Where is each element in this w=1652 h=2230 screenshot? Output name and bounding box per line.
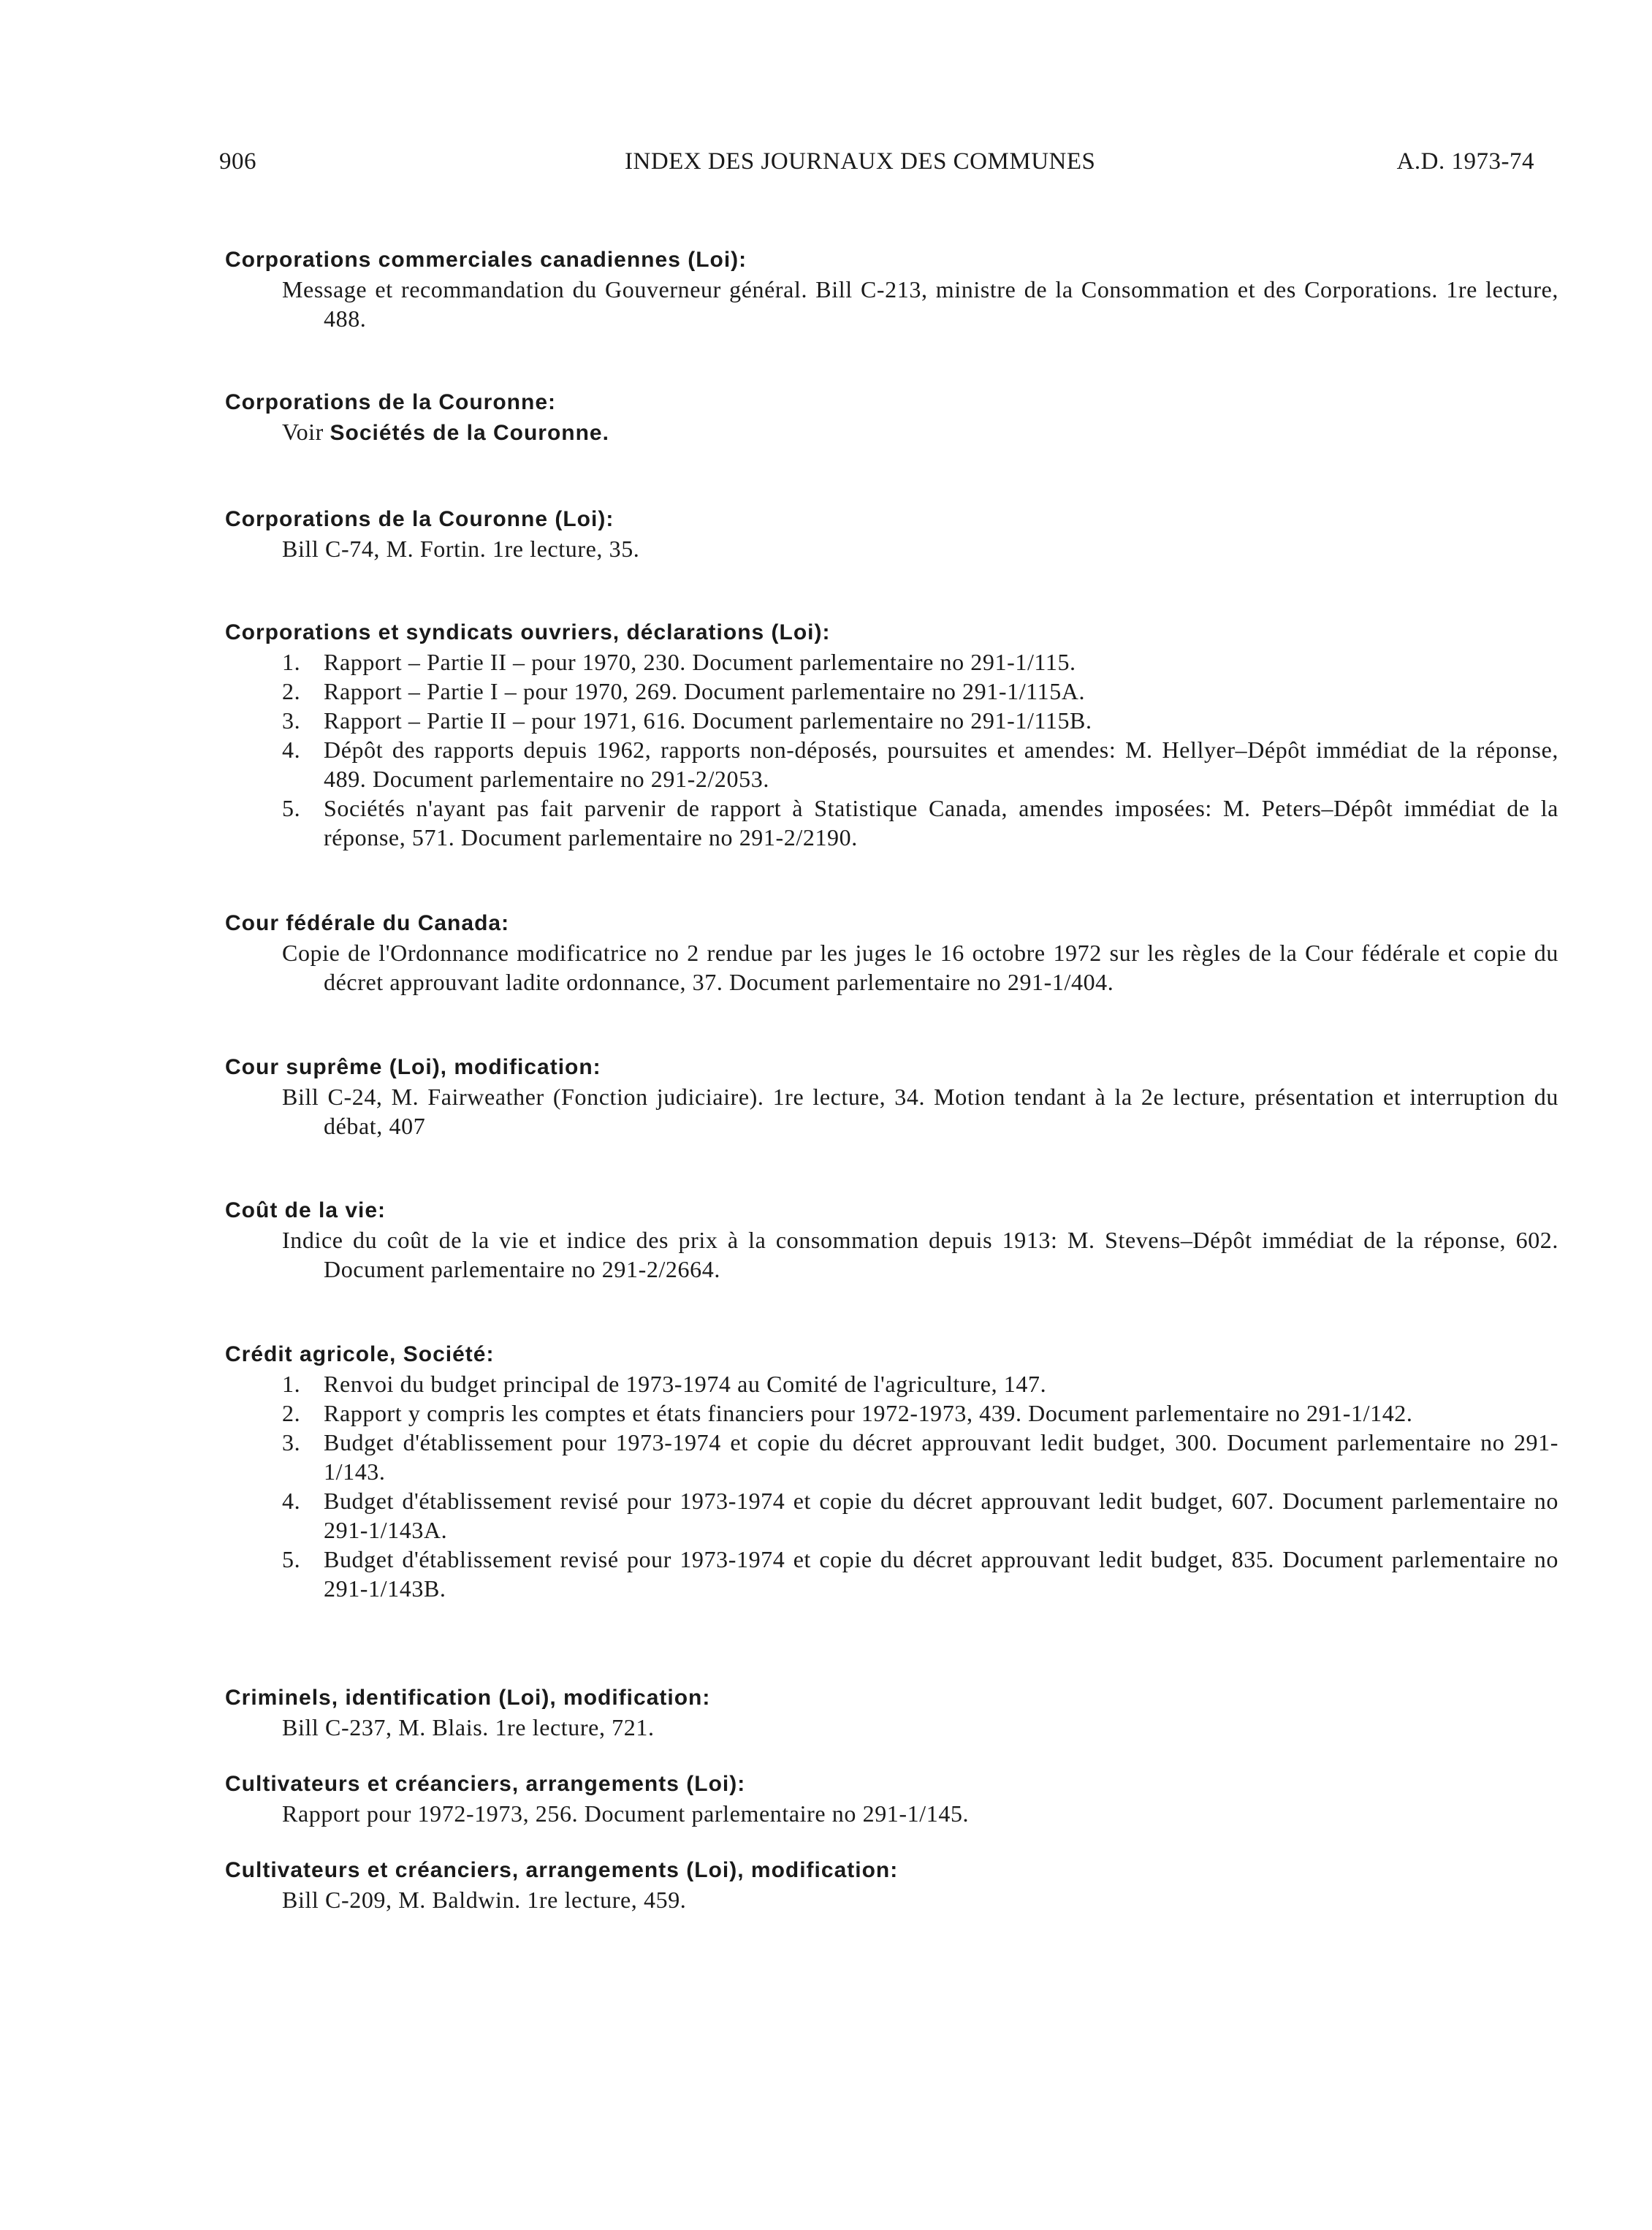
index-entry [225, 1770, 1540, 1828]
item-text: Rapport y compris les comptes et états financiers pour 1972-1973, 439. Document parlementaire no 291-1/142. [324, 1400, 1413, 1426]
list-item [225, 1369, 1558, 1398]
entry-text: Indice du coût de la vie et indice des prix à la consommation depuis 1913: M. Stevens–Dépôt immédiat de la réponse, 602. Document parlementaire no 291-2/2664. [282, 1227, 1558, 1282]
entry-text: Bill C-209, M. Baldwin. 1re lecture, 459. [282, 1887, 687, 1913]
entry-heading: Coût de la vie: [225, 1198, 387, 1222]
item-number: 5. [282, 795, 301, 821]
list-item [225, 1428, 1558, 1486]
index-entry [225, 505, 1540, 563]
entry-heading: Cultivateurs et créanciers, arrangements (Loi): [225, 1772, 746, 1796]
entry-text: Rapport pour 1972-1973, 256. Document parlementaire no 291-1/145. [282, 1800, 970, 1827]
list-item [225, 677, 1558, 706]
item-number: 3. [282, 1429, 301, 1455]
index-entry [225, 388, 1540, 448]
entry-list [225, 1369, 1558, 1603]
item-number: 5. [282, 1546, 301, 1572]
item-number: 3. [282, 707, 301, 734]
item-number: 2. [282, 1400, 301, 1426]
index-entry [225, 1683, 1540, 1742]
page-number: 906 [219, 148, 256, 175]
entry-heading: Corporations et syndicats ouvriers, déclarations (Loi): [225, 620, 831, 644]
entry-text [225, 417, 1558, 448]
entry-heading: Corporations de la Couronne: [225, 390, 557, 414]
item-text: Rapport – Partie II – pour 1970, 230. Document parlementaire no 291-1/115. [324, 649, 1076, 675]
item-number: 4. [282, 1488, 301, 1514]
item-text: Rapport – Partie I – pour 1970, 269. Document parlementaire no 291-1/115A. [324, 678, 1086, 704]
entry-heading: Crédit agricole, Société: [225, 1342, 495, 1366]
item-text: Rapport – Partie II – pour 1971, 616. Document parlementaire no 291-1/115B. [324, 707, 1092, 734]
entry-heading: Corporations de la Couronne (Loi): [225, 507, 614, 531]
entry-text: Bill C-74, M. Fortin. 1re lecture, 35. [282, 536, 640, 562]
item-text: Dépôt des rapports depuis 1962, rapports non-déposés, poursuites et amendes: M. Hellyer–Dépôt immédiat de la réponse, 489. Document parlementaire no 291-2/2053. [324, 737, 1558, 792]
index-entry [225, 1340, 1558, 1603]
item-text: Sociétés n'ayant pas fait parvenir de rapport à Statistique Canada, amendes imposées: M. Peters–Dépôt immédiat de la réponse, 571. Document parlementaire no 291-2/2190. [324, 795, 1558, 850]
entry-heading: Cour suprême (Loi), modification: [225, 1055, 601, 1079]
index-entry [225, 1053, 1558, 1141]
list-item [225, 735, 1558, 794]
item-text: Budget d'établissement revisé pour 1973-1974 et copie du décret approuvant ledit budget, 607. Document parlementaire no 291-1/143A. [324, 1488, 1558, 1543]
index-entry [225, 1196, 1558, 1284]
index-entry [225, 1856, 1540, 1914]
page-title: INDEX DES JOURNAUX DES COMMUNES [625, 148, 1096, 175]
entry-text: Bill C-237, M. Blais. 1re lecture, 721. [282, 1714, 655, 1740]
entry-text: Copie de l'Ordonnance modificatrice no 2 rendue par les juges le 16 octobre 1972 sur les règles de la Cour fédérale et copie du décret approuvant ladite ordonnance, 37. Document parlementaire no 291-1/404. [282, 940, 1558, 995]
entry-heading: Corporations commerciales canadiennes (Loi): [225, 248, 747, 272]
list-item [225, 1398, 1558, 1428]
item-text: Renvoi du budget principal de 1973-1974 au Comité de l'agriculture, 147. [324, 1371, 1047, 1397]
cross-reference: Sociétés de la Couronne. [330, 421, 609, 445]
entry-list [225, 647, 1558, 852]
entry-heading: Cultivateurs et créanciers, arrangements (Loi), modification: [225, 1858, 899, 1882]
item-number: 1. [282, 1371, 301, 1397]
index-entry [225, 909, 1558, 997]
item-number: 2. [282, 678, 301, 704]
entry-heading: Criminels, identification (Loi), modification: [225, 1686, 711, 1710]
running-head [219, 148, 1534, 185]
year-label: A.D. 1973-74 [1396, 148, 1534, 175]
list-item [225, 706, 1558, 735]
index-entry [225, 618, 1558, 852]
list-item [225, 1545, 1558, 1603]
entry-text: Bill C-24, M. Fairweather (Fonction judiciaire). 1re lecture, 34. Motion tendant à la 2e lecture, présentation et interruption du débat, 407 [282, 1084, 1558, 1139]
entry-text: Message et recommandation du Gouverneur général. Bill C-213, ministre de la Consommation et des Corporations. 1re lecture, 488. [282, 276, 1558, 332]
list-item [225, 1486, 1558, 1545]
list-item [225, 794, 1558, 852]
see-prefix: Voir [282, 419, 330, 445]
index-entry [225, 246, 1558, 333]
item-text: Budget d'établissement revisé pour 1973-1974 et copie du décret approuvant ledit budget, 835. Document parlementaire no 291-1/143B. [324, 1546, 1558, 1602]
entry-heading: Cour fédérale du Canada: [225, 911, 510, 935]
item-number: 4. [282, 737, 301, 763]
item-text: Budget d'établissement pour 1973-1974 et copie du décret approuvant ledit budget, 300. Document parlementaire no 291-1/143. [324, 1429, 1558, 1485]
item-number: 1. [282, 649, 301, 675]
list-item [225, 647, 1558, 677]
